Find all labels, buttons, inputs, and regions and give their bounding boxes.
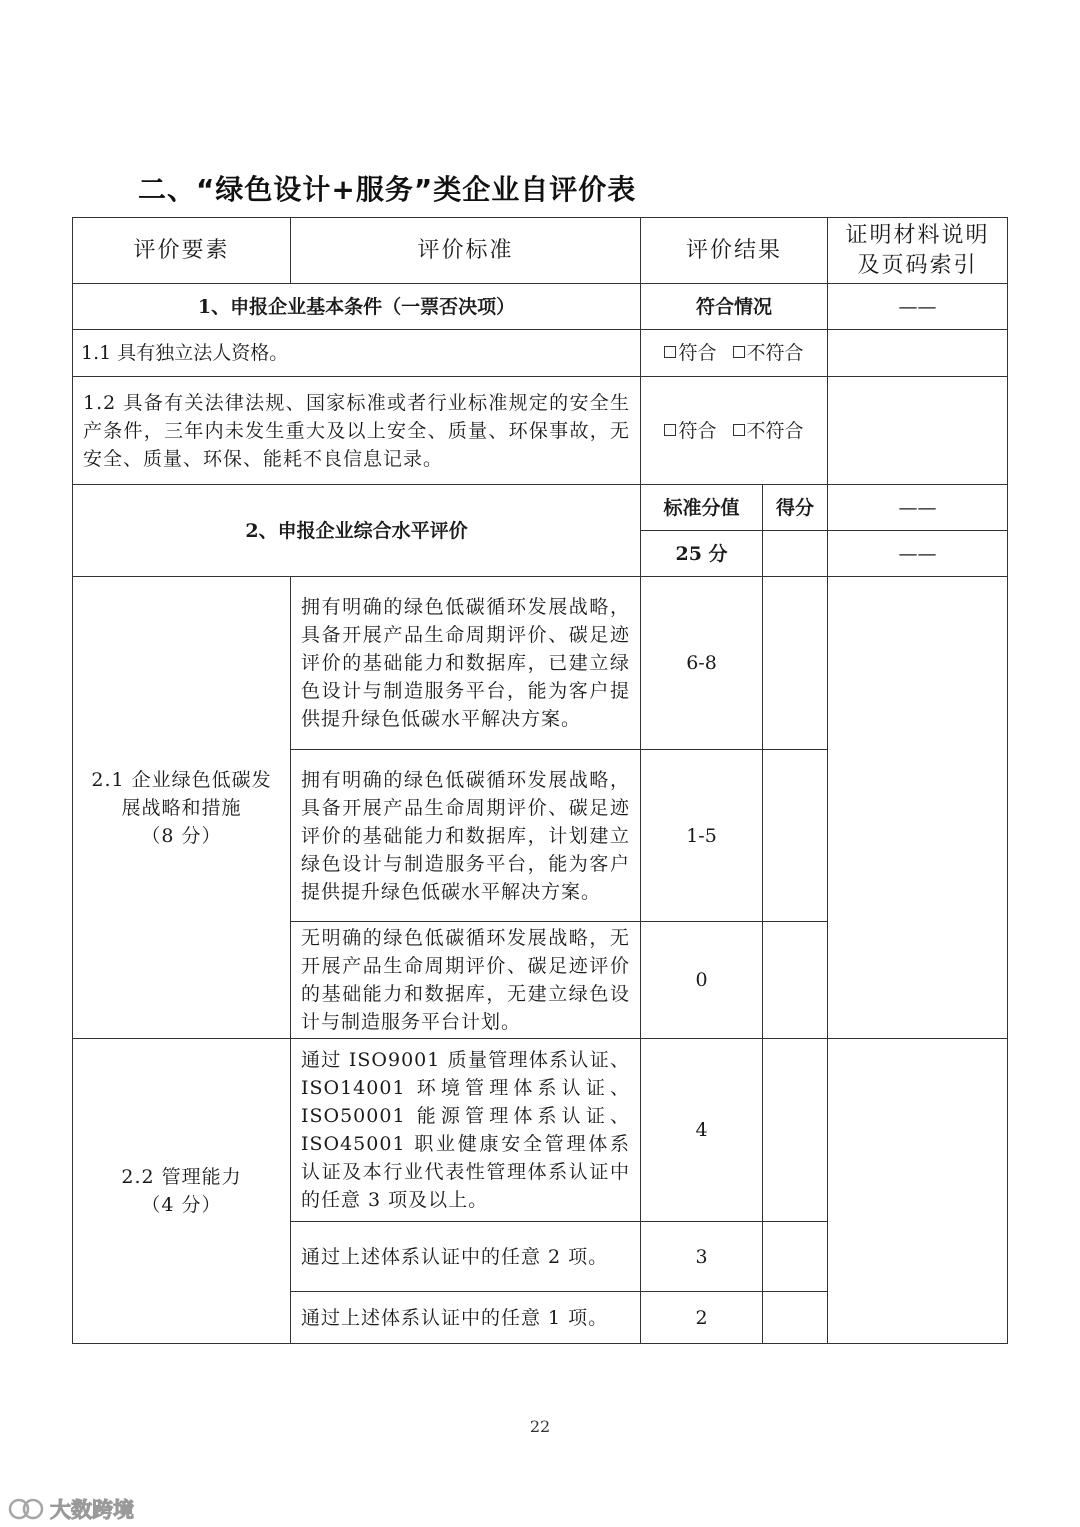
nonconform-checkbox[interactable] (733, 346, 745, 358)
dash-mark: —— (898, 542, 937, 565)
total-score: 25 分 (641, 531, 763, 577)
conform-checkbox[interactable] (664, 346, 676, 358)
element-2-1-line2: 展战略和措施 (121, 796, 242, 819)
section1-result-header: 符合情况 (641, 284, 828, 330)
criteria-2-1-c: 无明确的绿色低碳循环发展战略，无开展产品生命周期评价、碳足迹评价的基础能力和数据库，无建立绿色设计与制造服务平台计划。 (291, 922, 641, 1039)
dash-mark: —— (898, 496, 937, 519)
evaluation-table (72, 217, 1008, 1344)
section1-header-row (73, 284, 1008, 330)
criteria-2-2-c: 通过上述体系认证中的任意 1 项。 (291, 1292, 641, 1344)
criteria-2-1-a: 拥有明确的绿色低碳循环发展战略，具备开展产品生命周期评价、碳足迹评价的基础能力和数据库，已建立绿色设计与制造服务平台，能为客户提供提升绿色低碳水平解决方案。 (291, 577, 641, 750)
section2-dash (828, 485, 1008, 531)
obtained-2-2-c[interactable] (763, 1292, 828, 1344)
obtained-2-2-a[interactable] (763, 1039, 828, 1222)
item-1-2-evidence[interactable] (828, 377, 1008, 485)
obtained-2-1-b[interactable] (763, 750, 828, 922)
item-1-1-options (641, 330, 828, 377)
section2-total-dash (828, 531, 1008, 577)
element-2-2-line2: （4 分） (141, 1194, 222, 1216)
header-evidence-index (828, 218, 1008, 284)
criteria-2-2-b: 通过上述体系认证中的任意 2 项。 (291, 1222, 641, 1292)
score-2-1-b: 1-5 (641, 750, 763, 922)
score-2-2-a: 4 (641, 1039, 763, 1222)
score-2-2-b: 3 (641, 1222, 763, 1292)
table-row (73, 1039, 1008, 1222)
item-1-1-evidence[interactable] (828, 330, 1008, 377)
element-2-2-line1: 2.2 管理能力 (121, 1166, 242, 1188)
page-title: 二、“绿色设计+服务”类企业自评价表 (138, 173, 637, 206)
section1-dash (828, 284, 1008, 330)
header-evaluation-result: 评价结果 (641, 218, 828, 284)
obtained-2-2-b[interactable] (763, 1222, 828, 1292)
evidence-2-2[interactable] (828, 1039, 1008, 1344)
header-evaluation-element: 评价要素 (73, 218, 291, 284)
header-evidence-line2: 及页码索引 (857, 252, 978, 278)
evidence-2-1[interactable] (828, 577, 1008, 1039)
element-2-2 (73, 1039, 291, 1344)
conform-label: 符合 (678, 419, 717, 442)
dash-mark: —— (898, 295, 937, 318)
nonconform-label: 不符合 (746, 342, 804, 364)
table-row (73, 330, 1008, 377)
table-row (73, 377, 1008, 485)
item-1-1-text: 1.1 具有独立法人资格。 (73, 330, 641, 377)
score-2-1-c: 0 (641, 922, 763, 1039)
watermark-logo-icon (8, 1496, 44, 1522)
obtained-2-1-a[interactable] (763, 577, 828, 750)
nonconform-checkbox[interactable] (733, 424, 745, 436)
score-2-1-a: 6-8 (641, 577, 763, 750)
total-obtained-score[interactable] (763, 531, 828, 577)
section1-title: 1、申报企业基本条件（一票否决项） (73, 284, 641, 330)
standard-score-label: 标准分值 (641, 485, 763, 531)
page-number: 22 (529, 1417, 551, 1436)
criteria-2-2-a: 通过 ISO9001 质量管理体系认证、ISO14001 环境管理体系认证、ISO50001 能源管理体系认证、ISO45001 职业健康安全管理体系认证及本行业代表性管理体系认证中的任意 3 项及以上。 (291, 1039, 641, 1222)
criteria-2-1-b: 拥有明确的绿色低碳循环发展战略，具备开展产品生命周期评价、碳足迹评价的基础能力和数据库，计划建立绿色设计与制造服务平台，能为客户提供提升绿色低碳水平解决方案。 (291, 750, 641, 922)
section2-header-row (73, 485, 1008, 531)
element-2-1 (73, 577, 291, 1039)
section2-title: 2、申报企业综合水平评价 (73, 485, 641, 577)
nonconform-label: 不符合 (746, 419, 804, 442)
watermark-text: 大数跨境 (50, 1498, 134, 1522)
table-row (73, 577, 1008, 750)
header-evaluation-criteria: 评价标准 (291, 218, 641, 284)
element-2-1-line3: （8 分） (141, 824, 222, 847)
element-2-1-line1: 2.1 企业绿色低碳发 (91, 768, 272, 791)
conform-label: 符合 (678, 342, 717, 364)
obtained-score-label: 得分 (763, 485, 828, 531)
obtained-2-1-c[interactable] (763, 922, 828, 1039)
item-1-2-options (641, 377, 828, 485)
header-evidence-line1: 证明材料说明 (845, 222, 990, 248)
score-2-2-c: 2 (641, 1292, 763, 1344)
watermark (8, 1494, 134, 1524)
table-header-row (73, 218, 1008, 284)
conform-checkbox[interactable] (664, 424, 676, 436)
item-1-2-text: 1.2 具备有关法律法规、国家标准或者行业标准规定的安全生产条件，三年内未发生重大及以上安全、质量、环保事故，无安全、质量、环保、能耗不良信息记录。 (73, 377, 641, 485)
